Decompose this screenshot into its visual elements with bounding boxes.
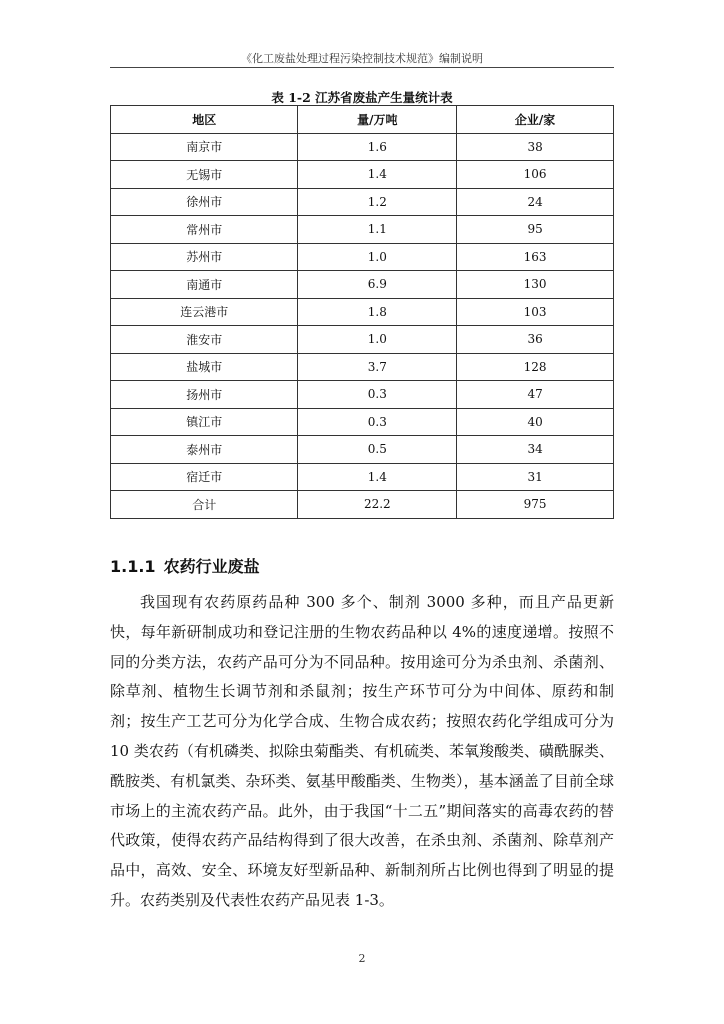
cell-amount: 22.2	[298, 491, 457, 519]
cell-amount: 1.0	[298, 326, 457, 354]
cell-amount: 3.7	[298, 353, 457, 381]
cell-amount: 1.1	[298, 216, 457, 244]
column-header-amount: 量/万吨	[298, 106, 457, 134]
cell-amount: 0.3	[298, 381, 457, 409]
cell-amount: 1.2	[298, 188, 457, 216]
cell-amount: 1.0	[298, 243, 457, 271]
cell-region: 泰州市	[111, 436, 298, 464]
cell-amount: 1.4	[298, 463, 457, 491]
running-header: 《化工废盐处理过程污染控制技术规范》编制说明	[241, 52, 483, 65]
cell-region: 无锡市	[111, 161, 298, 189]
table-total-row	[111, 491, 614, 519]
cell-enterprises: 975	[457, 491, 614, 519]
cell-enterprises: 24	[457, 188, 614, 216]
body-paragraph: 我国现有农药原药品种 300 多个、制剂 3000 多种，而且产品更新快，每年新研制成功和登记注册的生物农药品种以 4%的速度递增。按照不同的分类方法，农药产品可分为不同品种。按用途可分为杀虫剂、杀菌剂、除草剂、植物生长调节剂和杀鼠剂；按生产环节可分为中间体、原药和制剂；按生产工艺可分为化学合成、生物合成农药；按照农药化学组成可分为 10 类农药（有机磷类、拟除虫菊酯类、有机硫类、苯氧羧酸类、磺酰脲类、酰胺类、有机氯类、杂环类、氨基甲酸酯类、生物类），基本涵盖了目前全球市场上的主流农药产品。此外，由于我国“十二五”期间落实的高毒农药的替代政策，使得农药产品结构得到了很大改善，在杀虫剂、杀菌剂、除草剂产品中，高效、安全、环境友好型新品种、新制剂所占比例也得到了明显的提升。农药类别及代表性农药产品见表 1-3。	[110, 593, 614, 909]
table-row	[111, 161, 614, 189]
cell-region: 连云港市	[111, 298, 298, 326]
cell-amount: 0.5	[298, 436, 457, 464]
cell-region: 常州市	[111, 216, 298, 244]
cell-enterprises: 128	[457, 353, 614, 381]
cell-amount: 1.6	[298, 133, 457, 161]
table-row	[111, 326, 614, 354]
cell-enterprises: 31	[457, 463, 614, 491]
cell-enterprises: 36	[457, 326, 614, 354]
cell-enterprises: 106	[457, 161, 614, 189]
section-title: 农药行业废盐	[163, 557, 260, 576]
table-row	[111, 298, 614, 326]
cell-enterprises: 38	[457, 133, 614, 161]
table-row	[111, 133, 614, 161]
cell-amount: 1.8	[298, 298, 457, 326]
cell-amount: 0.3	[298, 408, 457, 436]
cell-enterprises: 40	[457, 408, 614, 436]
cell-enterprises: 163	[457, 243, 614, 271]
table-row	[111, 188, 614, 216]
cell-region: 苏州市	[111, 243, 298, 271]
cell-enterprises: 103	[457, 298, 614, 326]
cell-enterprises: 34	[457, 436, 614, 464]
cell-region: 宿迁市	[111, 463, 298, 491]
table-row	[111, 216, 614, 244]
cell-region: 淮安市	[111, 326, 298, 354]
column-header-enterprises: 企业/家	[457, 106, 614, 134]
header-rule	[110, 67, 614, 68]
table-row	[111, 408, 614, 436]
cell-amount: 1.4	[298, 161, 457, 189]
cell-enterprises: 130	[457, 271, 614, 299]
table-row	[111, 381, 614, 409]
cell-region: 合计	[111, 491, 298, 519]
cell-region: 扬州市	[111, 381, 298, 409]
waste-salt-table	[110, 105, 614, 519]
cell-enterprises: 95	[457, 216, 614, 244]
cell-region: 镇江市	[111, 408, 298, 436]
cell-region: 南通市	[111, 271, 298, 299]
table-row	[111, 463, 614, 491]
cell-region: 南京市	[111, 133, 298, 161]
cell-region: 盐城市	[111, 353, 298, 381]
cell-region: 徐州市	[111, 188, 298, 216]
section-number: 1.1.1	[110, 557, 156, 576]
cell-amount: 6.9	[298, 271, 457, 299]
page-number: 2	[358, 952, 366, 965]
table-row	[111, 436, 614, 464]
table-body	[111, 133, 614, 518]
table-row	[111, 353, 614, 381]
cell-enterprises: 47	[457, 381, 614, 409]
table-row	[111, 271, 614, 299]
table-header-row	[111, 106, 614, 134]
table-row	[111, 243, 614, 271]
section-heading	[110, 554, 260, 577]
table-caption: 表 1-2 江苏省废盐产生量统计表	[271, 90, 453, 105]
column-header-region: 地区	[111, 106, 298, 134]
